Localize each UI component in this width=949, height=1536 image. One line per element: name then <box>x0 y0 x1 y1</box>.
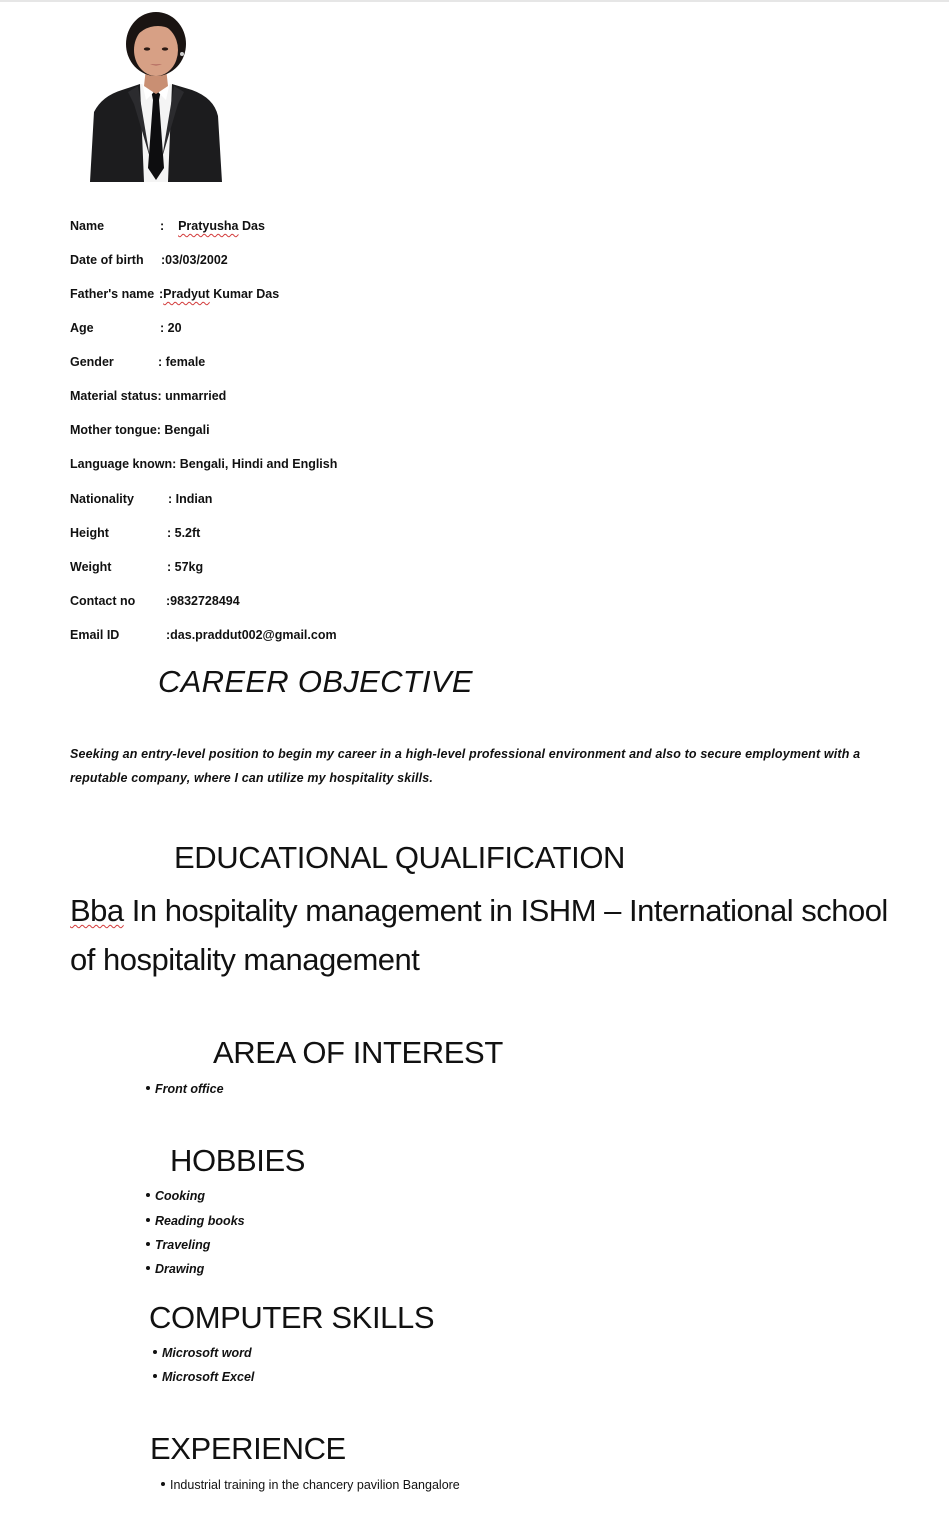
detail-label: Weight <box>70 560 112 574</box>
detail-email <box>70 628 337 642</box>
bullet-dot <box>161 1482 165 1486</box>
list-item <box>146 1214 245 1228</box>
detail-value: :das.praddut002@gmail.com <box>166 628 337 642</box>
hobbies-heading: HOBBIES <box>170 1143 306 1178</box>
bullet-dot <box>146 1266 150 1270</box>
father-first: Pradyut <box>163 287 210 301</box>
bullet-dot <box>146 1193 150 1197</box>
list-item-text: Drawing <box>155 1262 205 1276</box>
list-item <box>146 1082 224 1096</box>
bullet-dot <box>153 1350 157 1354</box>
name-last: Das <box>238 219 265 233</box>
detail-mother-tongue <box>70 423 210 437</box>
list-item-text: Traveling <box>155 1238 211 1252</box>
detail-age <box>70 321 182 335</box>
detail-languages <box>70 457 337 471</box>
father-rest: Kumar Das <box>209 287 280 301</box>
list-item-text: Cooking <box>155 1189 205 1203</box>
list-item-text: Microsoft Excel <box>162 1370 255 1384</box>
detail-father <box>70 287 280 301</box>
list-item <box>146 1189 205 1203</box>
list-item-text: Reading books <box>155 1214 245 1228</box>
detail-value: : 57kg <box>167 560 204 574</box>
detail-value: :03/03/2002 <box>161 253 228 267</box>
detail-weight <box>70 560 204 574</box>
detail-label: Mother tongue: Bengali <box>70 423 210 437</box>
detail-dob <box>70 253 228 267</box>
name-first: Pratyusha <box>178 219 239 233</box>
detail-name <box>70 219 265 233</box>
detail-value: : 5.2ft <box>167 526 201 540</box>
list-item-text: Industrial training in the chancery pavilion Bangalore <box>170 1478 460 1492</box>
detail-label: Nationality <box>70 492 134 506</box>
education-degree: Bba <box>70 893 124 928</box>
detail-label: Father's name <box>70 287 155 301</box>
detail-contact <box>70 594 240 608</box>
detail-value: : female <box>158 355 206 369</box>
page-top-edge <box>0 0 949 2</box>
bullet-dot <box>146 1218 150 1222</box>
list-item-text: Microsoft word <box>162 1346 252 1360</box>
detail-label: Gender <box>70 355 114 369</box>
detail-marital <box>70 389 226 403</box>
detail-label: Email ID <box>70 628 120 642</box>
education-detail: In hospitality management in ISHM – International school of hospitality management <box>70 893 888 977</box>
bullet-dot <box>146 1086 150 1090</box>
list-item-text: Front office <box>155 1082 224 1096</box>
detail-value: :Pradyut Kumar Das <box>159 287 280 301</box>
detail-label: Date of birth <box>70 253 144 267</box>
list-item <box>146 1238 210 1252</box>
detail-label: Contact no <box>70 594 136 608</box>
detail-label: Age <box>70 321 94 335</box>
education-text <box>70 886 890 984</box>
detail-value: : Indian <box>168 492 213 506</box>
detail-label: Name <box>70 219 105 233</box>
list-item <box>153 1370 254 1384</box>
profile-photo <box>88 8 224 182</box>
detail-value: :9832728494 <box>166 594 240 608</box>
list-item <box>153 1346 252 1360</box>
detail-height <box>70 526 201 540</box>
detail-value: : 20 <box>160 321 182 335</box>
career-objective-text: Seeking an entry-level position to begin my career in a high-level professional environment and also to secure employment with a reputable company, where I can utilize my hospitality skills. <box>70 747 861 785</box>
list-item <box>161 1478 460 1492</box>
career-objective-heading: CAREER OBJECTIVE <box>158 664 473 699</box>
bullet-dot <box>146 1242 150 1246</box>
detail-gender <box>70 355 206 369</box>
bullet-dot <box>153 1374 157 1378</box>
detail-value: : Pratyusha Das <box>160 219 265 233</box>
experience-heading: EXPERIENCE <box>150 1431 346 1466</box>
computer-skills-heading: COMPUTER SKILLS <box>149 1300 435 1335</box>
education-heading: EDUCATIONAL QUALIFICATION <box>174 840 626 875</box>
detail-label: Material status: unmarried <box>70 389 227 403</box>
detail-label: Language known: Bengali, Hindi and English <box>70 457 338 471</box>
area-of-interest-heading: AREA OF INTEREST <box>213 1035 503 1070</box>
detail-label: Height <box>70 526 109 540</box>
detail-nationality <box>70 492 213 506</box>
list-item <box>146 1262 204 1276</box>
